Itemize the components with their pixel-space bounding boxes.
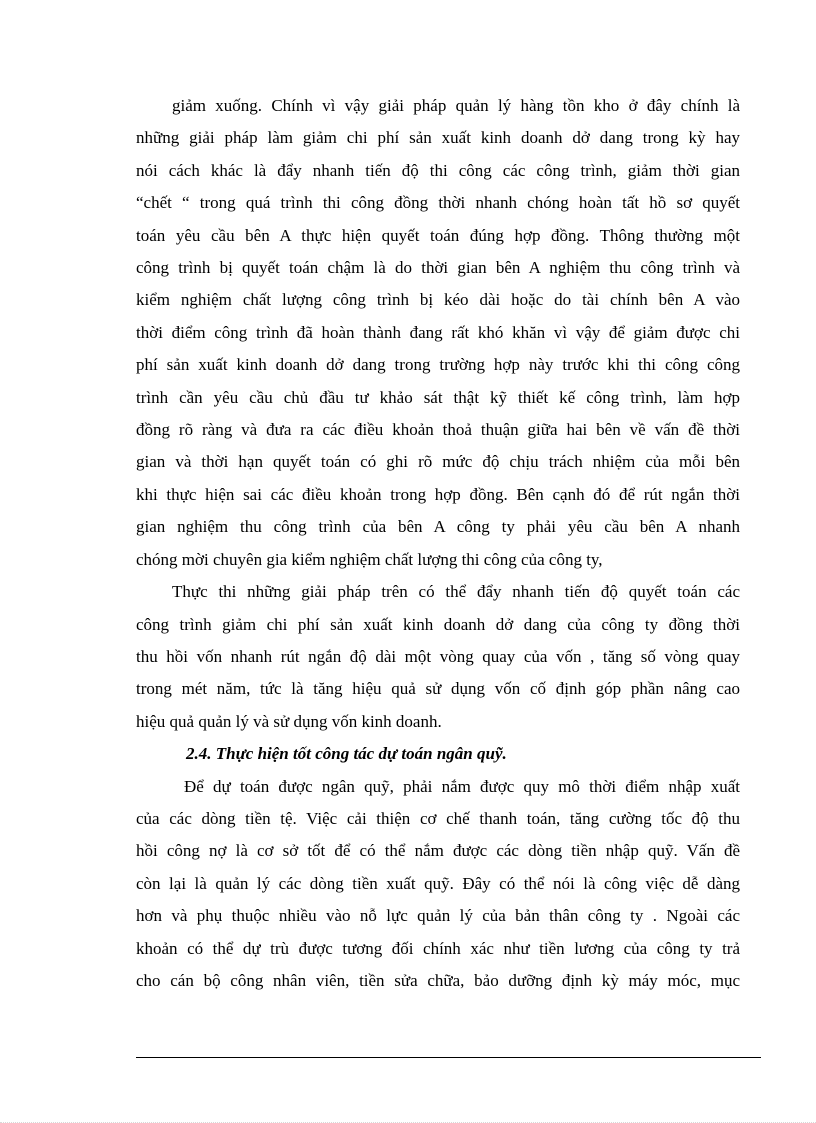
- text-line: chóng mời chuyên gia kiểm nghiệm chất lượng thi công của công ty,: [136, 549, 603, 569]
- document-body: [136, 90, 740, 997]
- text-line: giảm xuống. Chính vì vậy giải pháp quản lý hàng tồn kho ở đây chính là: [172, 96, 740, 115]
- text-line: trình cần yêu cầu chủ đầu tư khảo sát thật kỹ thiết kế công trình, làm hợp: [136, 387, 740, 407]
- paragraph-2: [136, 576, 740, 738]
- footer-rule: [136, 1057, 761, 1058]
- text-line: đồng rõ ràng và đưa ra các điều khoản thoả thuận giữa hai bên về vấn đề thời: [136, 420, 740, 440]
- text-line: những giải pháp làm giảm chi phí sản xuất kinh doanh dở dang trong kỳ hay: [136, 128, 740, 148]
- text-line: Để dự toán được ngân quỹ, phải nắm được quy mô thời điểm nhập xuất: [184, 776, 740, 796]
- text-line: của các dòng tiền tệ. Việc cải thiện cơ chế thanh toán, tăng cường tốc độ thu: [136, 808, 740, 828]
- text-line: “chết “ trong quá trình thi công đồng thời nhanh chóng hoàn tất hồ sơ quyết: [136, 193, 740, 213]
- text-line: công trình bị quyết toán chậm là do thời gian bên A nghiệm thu công trình và: [136, 258, 740, 278]
- text-line: cho cán bộ công nhân viên, tiền sửa chữa, bảo dưỡng định kỳ máy móc, mục: [136, 970, 740, 990]
- text-line: hiệu quả quản lý và sử dụng vốn kinh doanh.: [136, 711, 442, 731]
- text-line: phí sản xuất kinh doanh dở dang trong trường hợp này trước khi thi công công: [136, 355, 740, 375]
- text-line: khi thực hiện sai các điều khoản trong hợp đồng. Bên cạnh đó để rút ngắn thời: [136, 484, 740, 504]
- text-line: hơn và phụ thuộc nhiều vào nỗ lực quản lý của bản thân công ty . Ngoài các: [136, 906, 740, 926]
- text-line: gian nghiệm thu công trình của bên A công ty phải yêu cầu bên A nhanh: [136, 517, 740, 537]
- section-heading: 2.4. Thực hiện tốt công tác dự toán ngân quỹ.: [186, 744, 507, 764]
- text-line: gian và thời hạn quyết toán có ghi rõ mức độ chịu trách nhiệm của mỗi bên: [136, 452, 740, 472]
- text-line: hồi công nợ là cơ sở tốt để có thể nắm được các dòng tiền nhập quỹ. Vấn đề: [136, 841, 740, 861]
- text-line: Thực thi những giải pháp trên có thể đẩy nhanh tiến độ quyết toán các: [172, 582, 740, 602]
- text-line: trong mét năm, tức là tăng hiệu quả sử dụng vốn cố định góp phần nâng cao: [136, 679, 740, 699]
- text-line: thu hồi vốn nhanh rút ngắn độ dài một vòng quay của vốn , tăng số vòng quay: [136, 646, 740, 666]
- paragraph-1: [136, 90, 740, 576]
- paragraph-3: [136, 771, 740, 998]
- text-line: còn lại là quản lý các dòng tiền xuất quỹ. Đây có thể nói là công việc dễ dàng: [136, 873, 740, 893]
- text-line: nói cách khác là đẩy nhanh tiến độ thi công các công trình, giảm thời gian: [136, 160, 740, 180]
- text-line: toán yêu cầu bên A thực hiện quyết toán đúng hợp đồng. Thông thường một: [136, 225, 740, 245]
- text-line: khoản có thể dự trù được tương đối chính xác như tiền lương của công ty trả: [136, 938, 740, 958]
- text-line: thời điểm công trình đã hoàn thành đang rất khó khăn vì vậy để giảm được chi: [136, 322, 740, 342]
- text-line: kiểm nghiệm chất lượng công trình bị kéo dài hoặc do tài chính bên A vào: [136, 290, 740, 310]
- text-line: công trình giảm chi phí sản xuất kinh doanh dở dang của công ty đồng thời: [136, 614, 740, 634]
